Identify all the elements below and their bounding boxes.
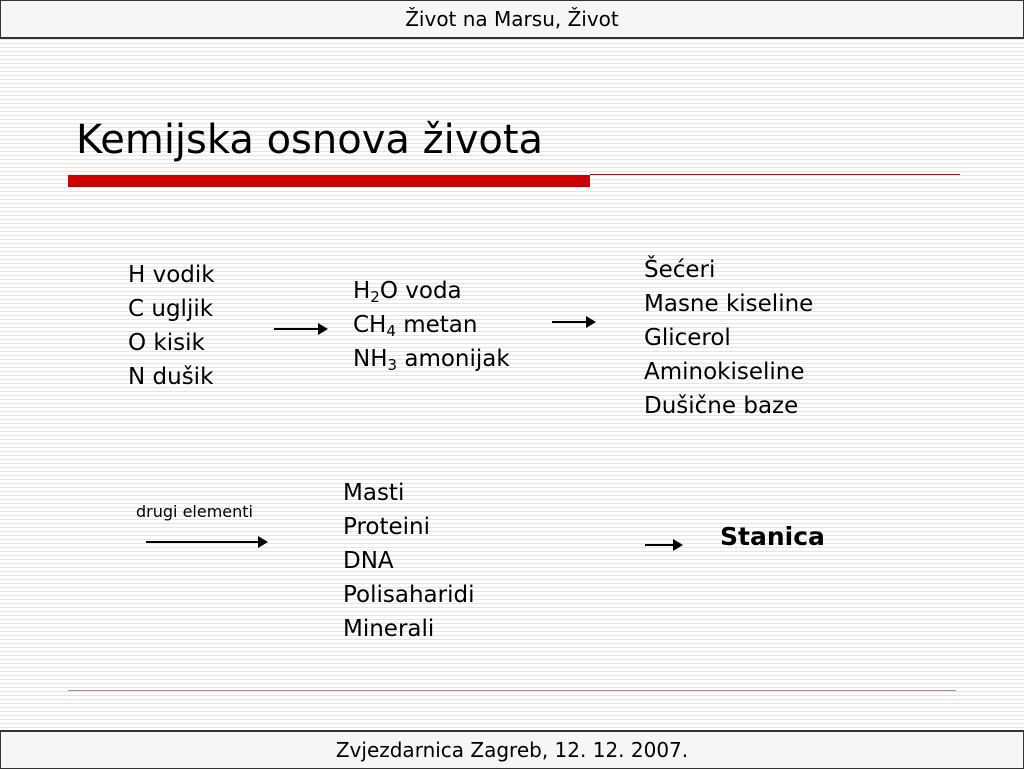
macromolecule-item: Minerali [343,616,435,642]
title-underline-red [68,175,590,187]
footer-rule [68,690,956,691]
molecules-list [353,274,510,376]
arrow-label: drugi elementi [136,502,253,521]
organic-item: Aminokiseline [644,359,805,385]
macromolecule-item: Masti [343,480,405,506]
molecule-item: $CH_4$ metan [353,312,478,340]
macromolecule-item: Proteini [343,514,431,540]
organic-item: Masne kiseline [644,291,814,317]
element-item: N dušik [128,364,214,390]
organic-item: Glicerol [644,325,731,351]
header-text: Život na Marsu, Život [405,7,619,31]
result-cell: Stanica [720,522,825,551]
macromolecules-list [343,476,475,646]
macromolecule-item: Polisaharidi [343,582,475,608]
footer-text: Zvjezdarnica Zagreb, 12. 12. 2007. [335,738,689,762]
title-underline-thin [590,174,960,175]
element-item: H vodik [128,262,215,288]
macromolecule-item: DNA [343,548,394,574]
element-item: O kisik [128,330,205,356]
element-item: C ugljik [128,296,214,322]
footer-bar [0,730,1024,769]
arrow-elements-to-molecules [274,328,326,330]
molecule-item: $NH_3$ amonijak [353,346,510,374]
elements-list [128,258,215,394]
organic-list [644,253,813,423]
arrow-other-elements [146,541,266,543]
molecule-item: $H_2O$ voda [353,278,462,306]
arrow-molecules-to-organic [552,321,594,323]
slide-title: Kemijska osnova života [76,117,544,163]
organic-item: Šećeri [644,257,716,283]
header-bar [0,0,1024,39]
arrow-to-cell [645,544,681,546]
organic-item: Dušične baze [644,393,799,419]
